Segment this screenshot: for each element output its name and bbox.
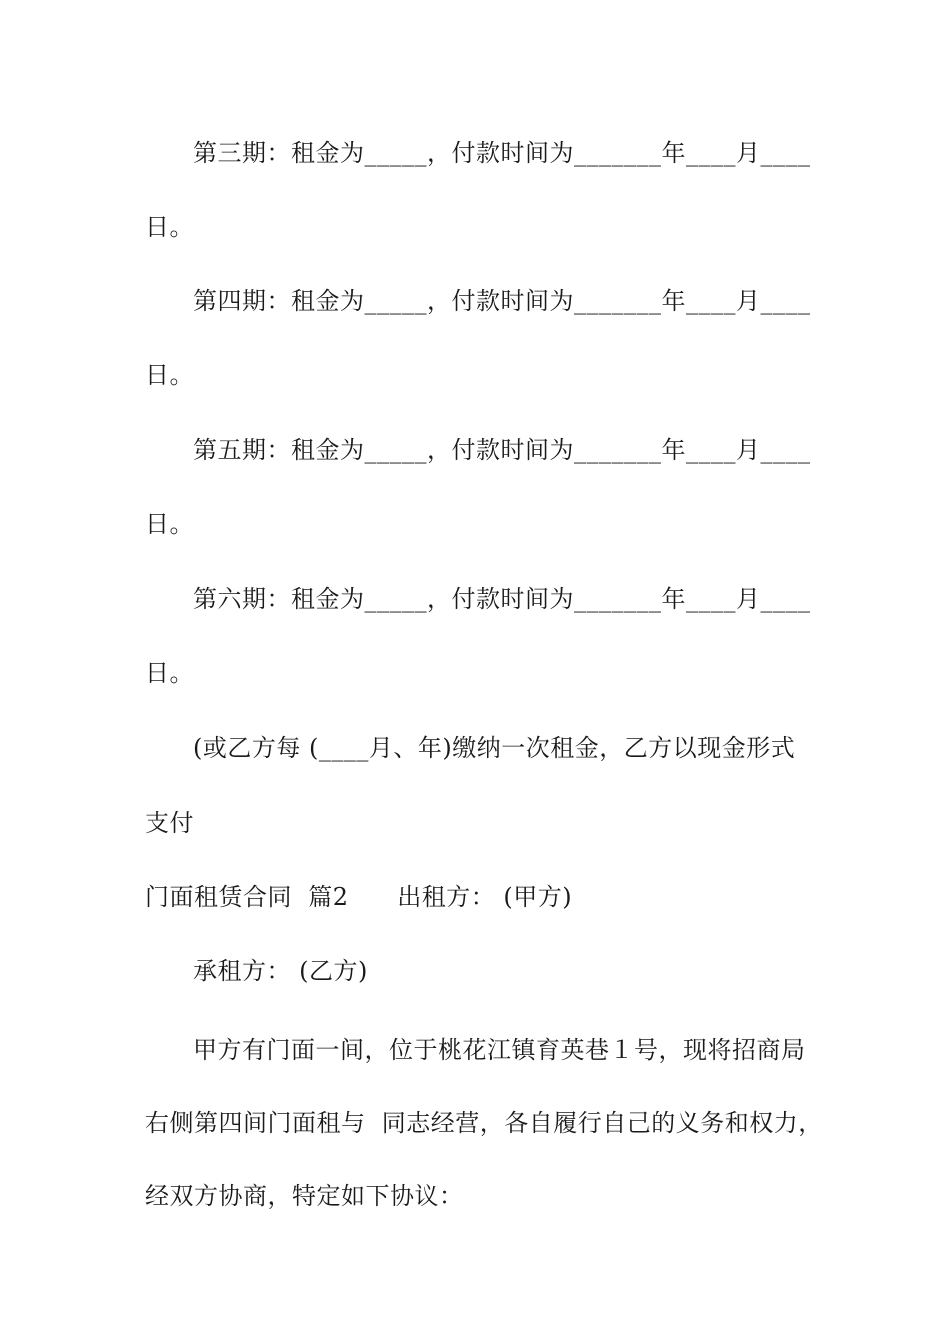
paragraph-line: 日。: [145, 510, 194, 538]
paragraph-line: 甲方有门面一间，位于桃花江镇育英巷１号，现将招商局: [193, 1036, 806, 1064]
paragraph-line: 右侧第四间门面租与 同志经营，各自履行自己的义务和权力，: [145, 1109, 823, 1137]
paragraph-line: 支付: [145, 809, 194, 837]
paragraph-line: 日。: [145, 361, 194, 389]
paragraph-line: 日。: [145, 213, 194, 241]
paragraph-line: 承租方： (乙方): [193, 957, 368, 985]
paragraph-line: 第六期：租金为_____，付款时间为_______年____月____: [193, 585, 811, 613]
paragraph-line: 第三期：租金为_____，付款时间为_______年____月____: [193, 139, 811, 167]
paragraph-line: 第五期：租金为_____，付款时间为_______年____月____: [193, 436, 811, 464]
paragraph-line: 经双方协商，特定如下协议：: [145, 1182, 464, 1210]
paragraph-line: 日。: [145, 659, 194, 687]
paragraph-line: (或乙方每 (____月、年)缴纳一次租金，乙方以现金形式: [193, 734, 796, 762]
section-heading-line: 门面租赁合同 篇2 出租方： (甲方): [145, 883, 573, 911]
paragraph-line: 第四期：租金为_____，付款时间为_______年____月____: [193, 287, 811, 315]
